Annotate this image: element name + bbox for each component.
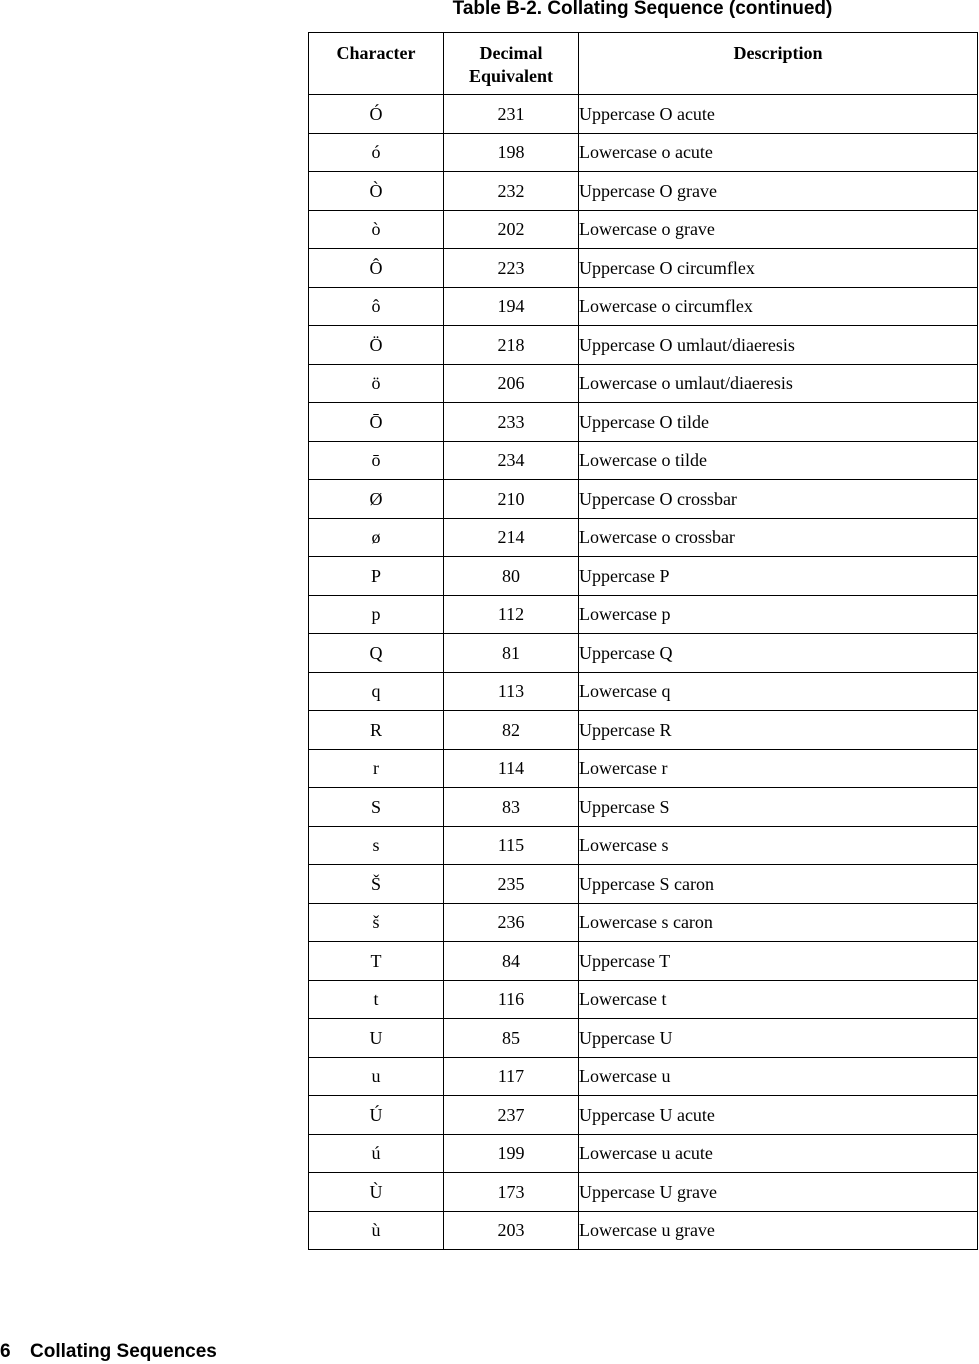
table-row — [309, 403, 978, 442]
cell-decimal: 83 — [444, 788, 579, 827]
cell-character: t — [309, 980, 444, 1019]
cell-description: Lowercase u — [579, 1057, 978, 1096]
cell-description: Lowercase q — [579, 672, 978, 711]
header-decimal-equivalent — [444, 33, 579, 95]
header-character: Character — [309, 33, 444, 95]
cell-description: Uppercase P — [579, 557, 978, 596]
cell-character: ó — [309, 133, 444, 172]
cell-decimal: 173 — [444, 1173, 579, 1212]
cell-decimal: 232 — [444, 172, 579, 211]
cell-character: ù — [309, 1211, 444, 1250]
table-row — [309, 557, 978, 596]
cell-character: P — [309, 557, 444, 596]
cell-decimal: 198 — [444, 133, 579, 172]
cell-decimal: 85 — [444, 1019, 579, 1058]
cell-character: ō — [309, 441, 444, 480]
cell-decimal: 117 — [444, 1057, 579, 1096]
table-row — [309, 172, 978, 211]
cell-description: Uppercase O grave — [579, 172, 978, 211]
cell-character: Ó — [309, 95, 444, 134]
cell-description: Lowercase o umlaut/diaeresis — [579, 364, 978, 403]
cell-decimal: 210 — [444, 480, 579, 519]
cell-description: Uppercase O circumflex — [579, 249, 978, 288]
cell-description: Uppercase S — [579, 788, 978, 827]
cell-character: Ù — [309, 1173, 444, 1212]
header-decimal-line2: Equivalent — [468, 66, 554, 86]
table-row — [309, 903, 978, 942]
cell-character: Ö — [309, 326, 444, 365]
table-row — [309, 749, 978, 788]
header-description: Description — [579, 33, 978, 95]
cell-decimal: 114 — [444, 749, 579, 788]
table-row — [309, 1057, 978, 1096]
cell-character: Ú — [309, 1096, 444, 1135]
page-number: 6 — [0, 1341, 11, 1362]
cell-character: R — [309, 711, 444, 750]
cell-description: Lowercase s caron — [579, 903, 978, 942]
cell-character: s — [309, 826, 444, 865]
table-row — [309, 518, 978, 557]
table-row — [309, 672, 978, 711]
table-row — [309, 1134, 978, 1173]
cell-decimal: 235 — [444, 865, 579, 904]
cell-decimal: 115 — [444, 826, 579, 865]
cell-description: Lowercase s — [579, 826, 978, 865]
cell-description: Uppercase U — [579, 1019, 978, 1058]
cell-character: ö — [309, 364, 444, 403]
table-row — [309, 210, 978, 249]
cell-decimal: 116 — [444, 980, 579, 1019]
cell-description: Uppercase U acute — [579, 1096, 978, 1135]
cell-character: Ō — [309, 403, 444, 442]
cell-character: ò — [309, 210, 444, 249]
table-row — [309, 326, 978, 365]
cell-character: p — [309, 595, 444, 634]
cell-description: Uppercase O umlaut/diaeresis — [579, 326, 978, 365]
cell-description: Lowercase u acute — [579, 1134, 978, 1173]
cell-description: Uppercase O tilde — [579, 403, 978, 442]
table-row — [309, 95, 978, 134]
cell-description: Uppercase R — [579, 711, 978, 750]
cell-description: Lowercase o crossbar — [579, 518, 978, 557]
cell-description: Lowercase o acute — [579, 133, 978, 172]
cell-description: Lowercase u grave — [579, 1211, 978, 1250]
page-footer — [0, 1340, 217, 1364]
cell-decimal: 214 — [444, 518, 579, 557]
cell-character: r — [309, 749, 444, 788]
cell-description: Uppercase U grave — [579, 1173, 978, 1212]
cell-character: T — [309, 942, 444, 981]
cell-character: š — [309, 903, 444, 942]
cell-description: Lowercase o tilde — [579, 441, 978, 480]
cell-character: S — [309, 788, 444, 827]
cell-character: Ô — [309, 249, 444, 288]
cell-decimal: 113 — [444, 672, 579, 711]
cell-decimal: 218 — [444, 326, 579, 365]
table-row — [309, 980, 978, 1019]
cell-decimal: 237 — [444, 1096, 579, 1135]
cell-character: Q — [309, 634, 444, 673]
cell-character: U — [309, 1019, 444, 1058]
cell-decimal: 234 — [444, 441, 579, 480]
cell-character: ô — [309, 287, 444, 326]
cell-decimal: 203 — [444, 1211, 579, 1250]
cell-description: Lowercase r — [579, 749, 978, 788]
cell-decimal: 112 — [444, 595, 579, 634]
cell-description: Uppercase O acute — [579, 95, 978, 134]
table-row — [309, 711, 978, 750]
cell-character: q — [309, 672, 444, 711]
cell-description: Lowercase o grave — [579, 210, 978, 249]
cell-character: Ò — [309, 172, 444, 211]
table-row — [309, 788, 978, 827]
table-header-row — [309, 33, 978, 95]
table-row — [309, 287, 978, 326]
cell-character: ú — [309, 1134, 444, 1173]
collating-sequence-table — [308, 32, 978, 1250]
cell-decimal: 236 — [444, 903, 579, 942]
cell-character: ø — [309, 518, 444, 557]
cell-decimal: 233 — [444, 403, 579, 442]
cell-decimal: 223 — [444, 249, 579, 288]
cell-description: Uppercase S caron — [579, 865, 978, 904]
table-row — [309, 1211, 978, 1250]
cell-character: Š — [309, 865, 444, 904]
table-row — [309, 826, 978, 865]
cell-decimal: 80 — [444, 557, 579, 596]
section-title: Collating Sequences — [30, 1341, 217, 1362]
cell-decimal: 206 — [444, 364, 579, 403]
table-row — [309, 480, 978, 519]
cell-decimal: 231 — [444, 95, 579, 134]
table-row — [309, 133, 978, 172]
table-row — [309, 249, 978, 288]
table-row — [309, 1096, 978, 1135]
cell-decimal: 84 — [444, 942, 579, 981]
cell-description: Lowercase o circumflex — [579, 287, 978, 326]
header-decimal-line1: Decimal — [479, 43, 543, 63]
cell-decimal: 82 — [444, 711, 579, 750]
table-row — [309, 441, 978, 480]
table-row — [309, 865, 978, 904]
table-row — [309, 1173, 978, 1212]
table-caption: Table B-2. Collating Sequence (continued) — [452, 0, 833, 19]
cell-character: u — [309, 1057, 444, 1096]
table-row — [309, 1019, 978, 1058]
cell-description: Uppercase O crossbar — [579, 480, 978, 519]
cell-description: Lowercase t — [579, 980, 978, 1019]
table-body — [309, 95, 978, 1250]
table-row — [309, 595, 978, 634]
cell-description: Uppercase Q — [579, 634, 978, 673]
cell-character: Ø — [309, 480, 444, 519]
cell-description: Uppercase T — [579, 942, 978, 981]
cell-decimal: 81 — [444, 634, 579, 673]
cell-decimal: 199 — [444, 1134, 579, 1173]
table-row — [309, 364, 978, 403]
cell-description: Lowercase p — [579, 595, 978, 634]
table-row — [309, 634, 978, 673]
table-row — [309, 942, 978, 981]
cell-decimal: 202 — [444, 210, 579, 249]
cell-decimal: 194 — [444, 287, 579, 326]
